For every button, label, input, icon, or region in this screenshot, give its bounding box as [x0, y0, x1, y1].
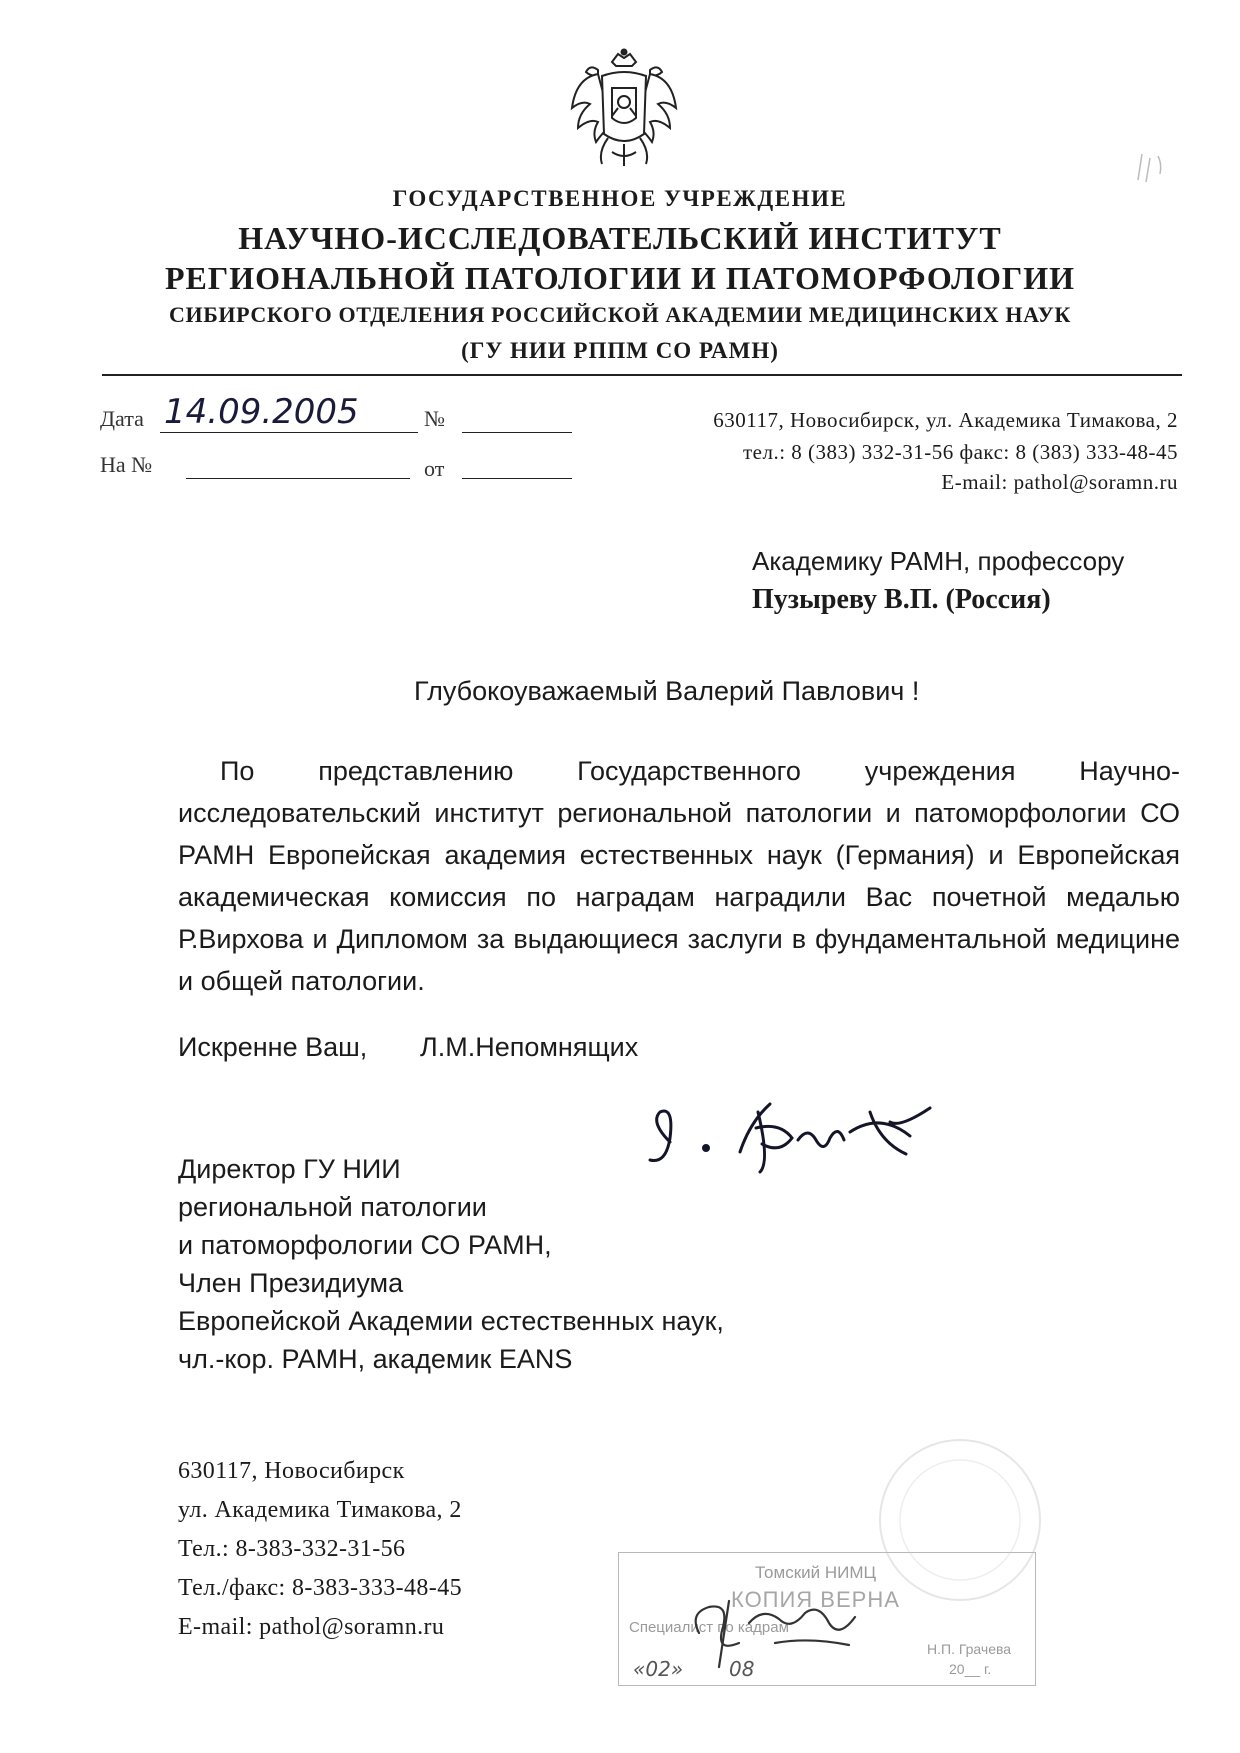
footer-address	[178, 1452, 462, 1647]
reply-number-underline	[186, 478, 410, 479]
stamp-month: 08	[729, 1657, 755, 1681]
closing-phrase: Искренне Ваш,	[178, 1032, 368, 1062]
russian-double-headed-eagle-icon	[568, 48, 680, 172]
org-abbreviation: (ГУ НИИ РППМ СО РАМН)	[461, 338, 779, 363]
signatory-line: региональной патологии	[178, 1192, 487, 1222]
signatory-line: и патоморфологии СО РАМН,	[178, 1230, 552, 1260]
stamp-day: «02»	[633, 1657, 684, 1681]
signatory-block	[178, 1150, 724, 1378]
number-label: №	[424, 406, 445, 431]
org-type: ГОСУДАРСТВЕННОЕ УЧРЕЖДЕНИЕ	[392, 186, 848, 211]
header-divider	[102, 374, 1182, 376]
signatory-line: Член Президиума	[178, 1268, 404, 1298]
stamp-role: Специалист по кадрам	[629, 1619, 789, 1636]
signatory-line: Директор ГУ НИИ	[178, 1154, 401, 1184]
date-label: Дата	[100, 406, 144, 431]
date-handwritten: 14.09.2005	[164, 392, 359, 432]
letter-body: По представлению Государственного учреждения Научно-исследовательский институт региональной патологии и патоморфологии СО РАМН Европейская академия естественных наук (Германия) и Европейская академическая комиссия по наградам наградили Вас почетной медалью Р.Вирхова и Дипломом за выдающиеся заслуги в фундаментальной медицине и общей патологии.	[178, 756, 1180, 996]
stamp-org: Томский НИМЦ	[755, 1563, 877, 1582]
footer-line: ул. Академика Тимакова, 2	[178, 1497, 462, 1523]
number-underline	[462, 432, 572, 433]
addressee-title: Академику РАМН, профессору	[752, 546, 1125, 576]
reply-number-label: На №	[100, 452, 153, 477]
org-email: E-mail: pathol@soramn.ru	[941, 470, 1178, 494]
stamp-title: КОПИЯ ВЕРНА	[731, 1587, 900, 1612]
copy-certified-stamp	[618, 1552, 1036, 1686]
closing-name: Л.М.Непомнящих	[420, 1032, 639, 1062]
signatory-line: Европейской Академии естественных наук,	[178, 1306, 724, 1336]
org-phones: тел.: 8 (383) 332-31-56 факс: 8 (383) 333-48-45	[742, 440, 1178, 464]
from-label: от	[424, 456, 445, 481]
date-underline	[160, 432, 418, 433]
org-address: 630117, Новосибирск, ул. Академика Тимакова, 2	[713, 408, 1178, 432]
org-name-line-3: СИБИРСКОГО ОТДЕЛЕНИЯ РОССИЙСКОЙ АКАДЕМИИ МЕДИЦИНСКИХ НАУК	[169, 302, 1071, 327]
org-name-line-2: РЕГИОНАЛЬНОЙ ПАТОЛОГИИ И ПАТОМОРФОЛОГИИ	[164, 260, 1075, 296]
footer-line: Тел.: 8-383-332-31-56	[178, 1536, 406, 1562]
footer-line: Тел./факс: 8-383-333-48-45	[178, 1575, 462, 1601]
org-name-line-1: НАУЧНО-ИССЛЕДОВАТЕЛЬСКИЙ ИНСТИТУТ	[238, 220, 1002, 256]
addressee-name: Пузыреву В.П. (Россия)	[752, 584, 1051, 615]
greeting: Глубокоуважаемый Валерий Павлович !	[414, 676, 920, 706]
signatory-line: чл.-кор. РАМН, академик EANS	[178, 1344, 573, 1374]
stamp-name: Н.П. Грачева	[927, 1641, 1012, 1657]
stamp-signature	[679, 1583, 879, 1673]
footer-line: 630117, Новосибирск	[178, 1458, 405, 1484]
from-underline	[462, 478, 572, 479]
footer-line: E-mail: pathol@soramn.ru	[178, 1614, 445, 1640]
stamp-year: 20__ г.	[949, 1661, 992, 1677]
margin-pencil-mark	[1136, 150, 1166, 184]
